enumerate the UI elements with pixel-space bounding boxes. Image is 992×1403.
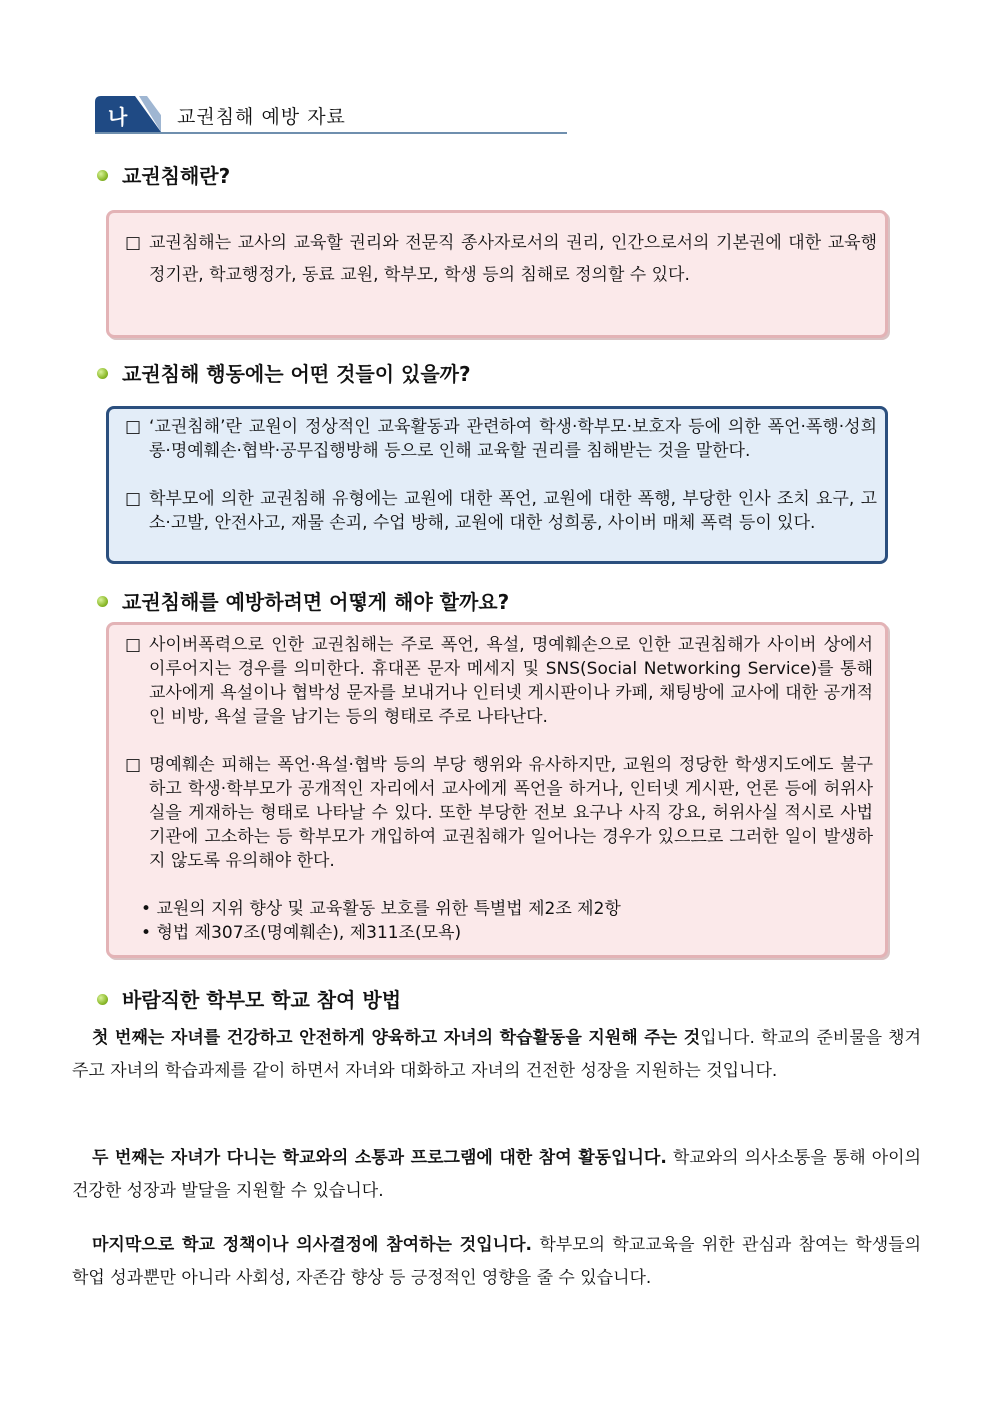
reference-text: 교원의 지위 향상 및 교육활동 보호를 위한 특별법 제2조 제2항 bbox=[156, 899, 621, 919]
item-text: 교권침해는 교사의 교육할 권리와 전문직 종사자로서의 권리, 인간으로서의 기본권에 대한 교육행정기관, 학교행정가, 동료 교원, 학부모, 학생 등의 침해로 정의할 수 있다. bbox=[149, 233, 877, 285]
definition-box bbox=[106, 210, 888, 338]
list-item bbox=[125, 487, 877, 535]
item-text: ‘교권침해’란 교원이 정상적인 교육활동과 관련하여 학생·학부모·보호자 등에 의한 폭언·폭행·성희롱·명예훼손·협박·공무집행방해 등으로 인해 교육할 권리를 침해받는 것을 말한다. bbox=[149, 417, 877, 461]
bullet-icon: • bbox=[141, 923, 152, 943]
paragraph-text: 입니다. 학교의 준비물을 챙겨주고 자녀의 학습과제를 같이 하면서 자녀와 대화하고 자녀의 건전한 성장을 지원하는 것입니다. bbox=[72, 1028, 921, 1081]
section-title: 교권침해 예방 자료 bbox=[177, 106, 346, 128]
question-heading-2 bbox=[97, 358, 471, 387]
paragraph bbox=[72, 1229, 921, 1295]
paragraph-bold: 두 번째는 자녀가 다니는 학교와의 소통과 프로그램에 대한 참여 활동입니다. bbox=[92, 1148, 667, 1168]
heading-text: 바람직한 학부모 학교 참여 방법 bbox=[122, 988, 402, 1012]
section-letter: 나 bbox=[108, 105, 128, 129]
list-item bbox=[125, 753, 873, 873]
checkbox-icon: □ bbox=[125, 233, 142, 253]
section-underline bbox=[95, 132, 567, 134]
bullet-icon: • bbox=[141, 899, 152, 919]
paragraph bbox=[72, 1142, 921, 1208]
bullet-dot-icon bbox=[97, 368, 108, 379]
paragraph bbox=[72, 1022, 921, 1088]
behavior-box bbox=[106, 406, 888, 564]
reference-text: 형법 제307조(명예훼손), 제311조(모욕) bbox=[156, 923, 462, 943]
list-item bbox=[125, 633, 873, 729]
paragraph-text: 학교와의 의사소통을 통해 아이의 건강한 성장과 발달을 지원할 수 있습니다. bbox=[72, 1148, 921, 1201]
checkbox-icon: □ bbox=[125, 417, 142, 437]
list-item bbox=[125, 227, 877, 291]
question-heading-3 bbox=[97, 586, 509, 615]
checkbox-icon: □ bbox=[125, 489, 142, 509]
heading-text: 교권침해 행동에는 어떤 것들이 있을까? bbox=[122, 362, 471, 386]
checkbox-icon: □ bbox=[125, 755, 142, 775]
item-text: 명예훼손 피해는 폭언·욕설·협박 등의 부당 행위와 유사하지만, 교원의 정당한 학생지도에도 불구하고 학생·학부모가 공개적인 자리에서 교사에게 폭언을 하거나, 인터넷 게시판, 언론 등에 허위사실을 게재하는 형태로 나타날 수 있다. 또한 부당한 전보 요구나 사직 강요, 허위사실 적시로 사법기관에 고소하는 등 학부모가 개입하여 교권침해가 일어나는 경우가 있으므로 그러한 일이 발생하지 않도록 유의해야 한다. bbox=[149, 755, 873, 871]
list-item bbox=[125, 415, 877, 463]
bullet-dot-icon bbox=[97, 170, 108, 181]
reference-item bbox=[141, 921, 881, 945]
heading-text: 교권침해를 예방하려면 어떻게 해야 할까요? bbox=[122, 590, 510, 614]
question-heading-1 bbox=[97, 160, 230, 189]
section-header bbox=[95, 96, 567, 136]
paragraph-text: 학부모의 학교교육을 위한 관심과 참여는 학생들의 학업 성과뿐만 아니라 사회성, 자존감 향상 등 긍정적인 영향을 줄 수 있습니다. bbox=[72, 1235, 921, 1288]
bullet-dot-icon bbox=[97, 994, 108, 1005]
bullet-dot-icon bbox=[97, 596, 108, 607]
question-heading-4 bbox=[97, 984, 401, 1013]
heading-text: 교권침해란? bbox=[122, 164, 231, 188]
paragraph-bold: 첫 번째는 자녀를 건강하고 안전하게 양육하고 자녀의 학습활동을 지원해 주는 것 bbox=[92, 1028, 701, 1048]
section-tab-shape bbox=[95, 96, 161, 132]
reference-item bbox=[141, 897, 881, 921]
checkbox-icon: □ bbox=[125, 635, 142, 655]
item-text: 사이버폭력으로 인한 교권침해는 주로 폭언, 욕설, 명예훼손으로 인한 교권침해가 사이버 상에서 이루어지는 경우를 의미한다. 휴대폰 문자 메세지 및 SNS(Social Networking Service)를 통해 교사에게 욕설이나 협박성 문자를 보내거나 인터넷 게시판이나 카페, 채팅방에 교사에 대한 공개적인 비방, 욕설 글을 남기는 등의 형태로 주로 나타난다. bbox=[149, 635, 873, 727]
item-text: 학부모에 의한 교권침해 유형에는 교원에 대한 폭언, 교원에 대한 폭행, 부당한 인사 조치 요구, 고소·고발, 안전사고, 재물 손괴, 수업 방해, 교원에 대한 성희롱, 사이버 매체 폭력 등이 있다. bbox=[149, 489, 877, 533]
paragraph-bold: 마지막으로 학교 정책이나 의사결정에 참여하는 것입니다. bbox=[92, 1235, 532, 1255]
prevention-box bbox=[106, 622, 888, 958]
